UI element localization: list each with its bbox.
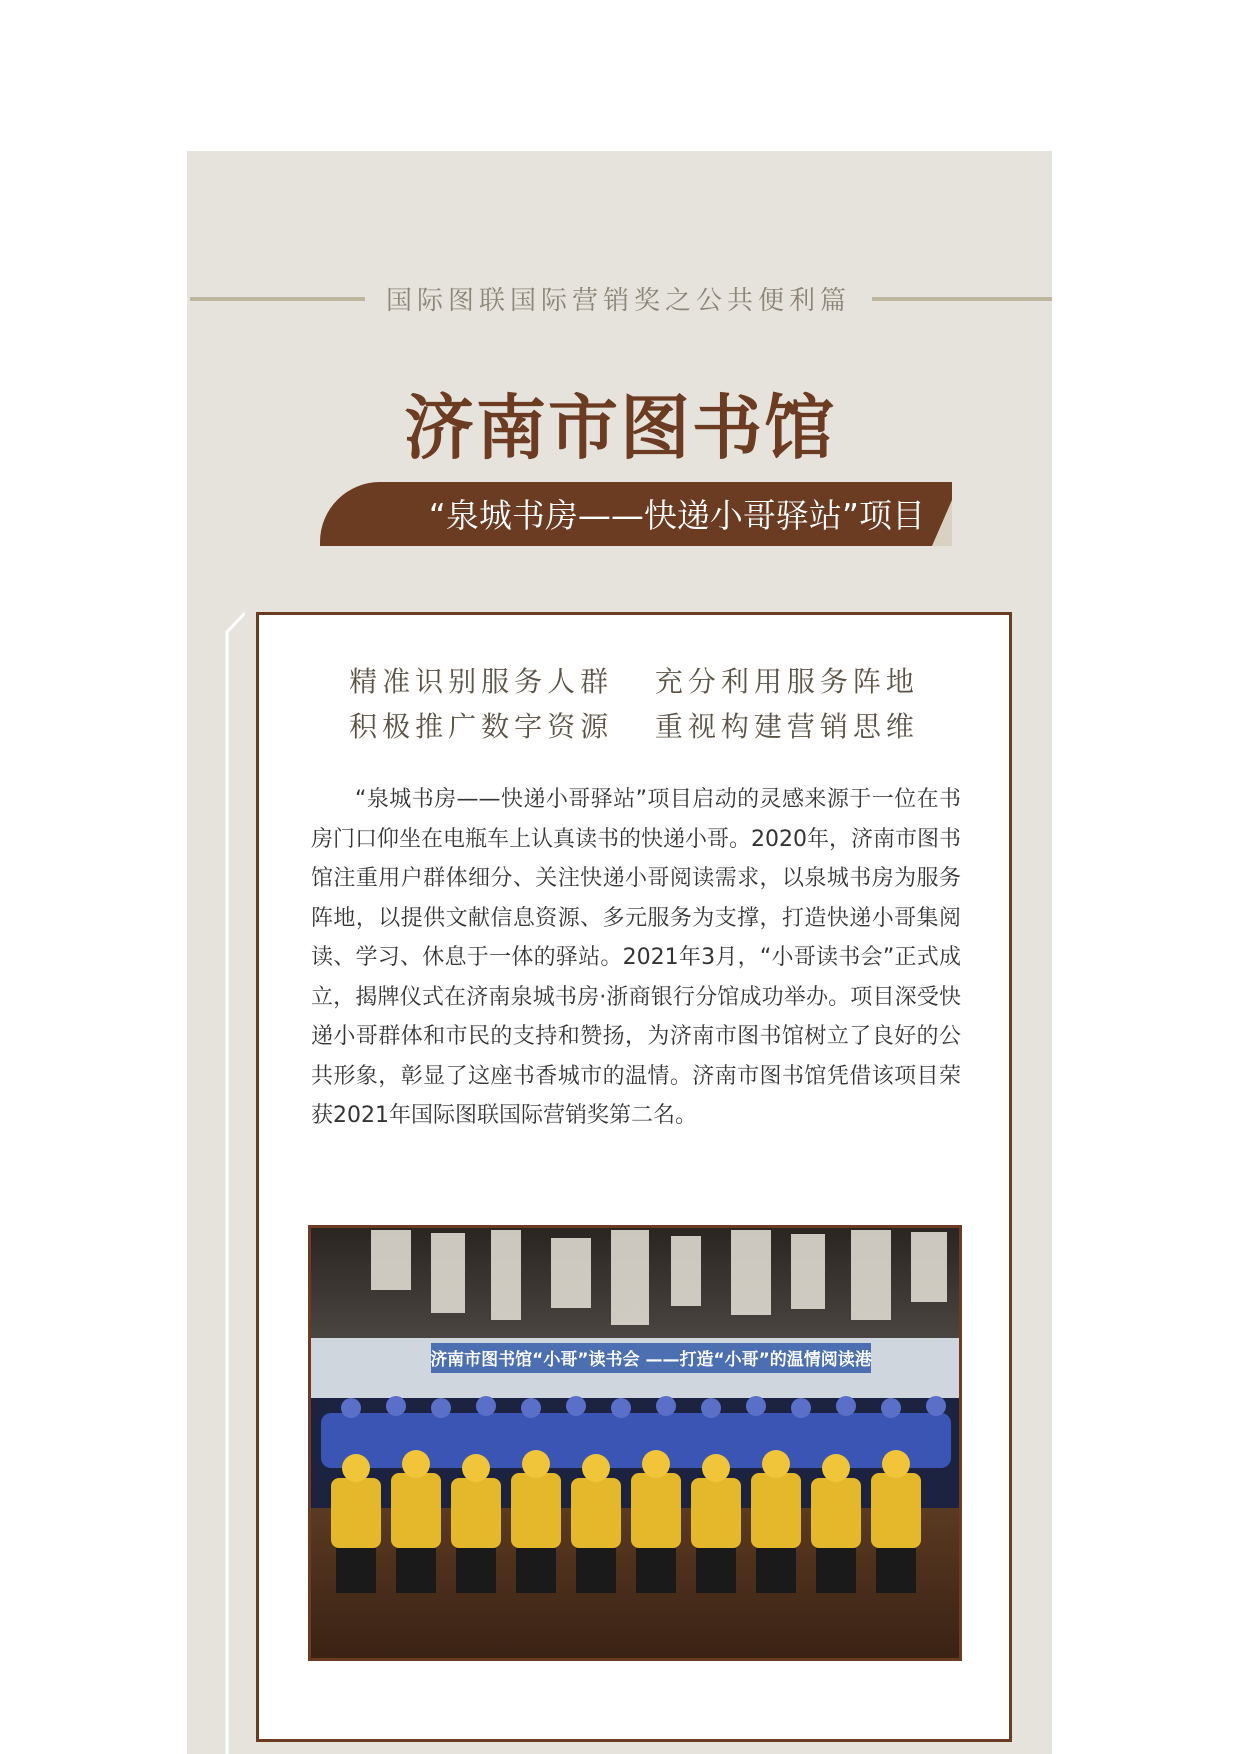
ribbon-fold-decoration — [932, 500, 952, 546]
header-rule-right — [872, 297, 1052, 301]
category-label: 国际图联国际营销奖之公共便利篇 — [385, 286, 851, 316]
slogan-line-2: 积极推广数字资源 重视构建营销思维 — [349, 710, 919, 743]
slogan-line-1: 精准识别服务人群 充分利用服务阵地 — [349, 665, 919, 698]
event-photo — [308, 1225, 962, 1661]
frame-corner-decoration — [225, 612, 245, 1754]
page-title: 济南市图书馆 — [404, 387, 836, 469]
photo-banner-text: 济南市图书馆“小哥”读书会 ——打造“小哥”的温情阅读港 — [430, 1350, 872, 1370]
project-subtitle: “泉城书房——快递小哥驿站”项目 — [428, 496, 925, 535]
header-rule-left — [190, 297, 365, 301]
article-paragraph: “泉城书房——快递小哥驿站”项目启动的灵感来源于一位在书房门口仰坐在电瓶车上认真读书的快递小哥。2020年，济南市图书馆注重用户群体细分、关注快递小哥阅读需求，以泉城书房为服务阵地，以提供文献信息资源、多元服务为支撑，打造快递小哥集阅读、学习、休息于一体的驿站。2021年3月，“小哥读书会”正式成立，揭牌仪式在济南泉城书房·浙商银行分馆成功举办。项目深受快递小哥群体和市民的支持和赞扬，为济南市图书馆树立了良好的公共形象，彰显了这座书香城市的温情。济南市图书馆凭借该项目荣获2021年国际图联国际营销奖第二名。 — [311, 787, 961, 1128]
article-body — [311, 780, 961, 1136]
